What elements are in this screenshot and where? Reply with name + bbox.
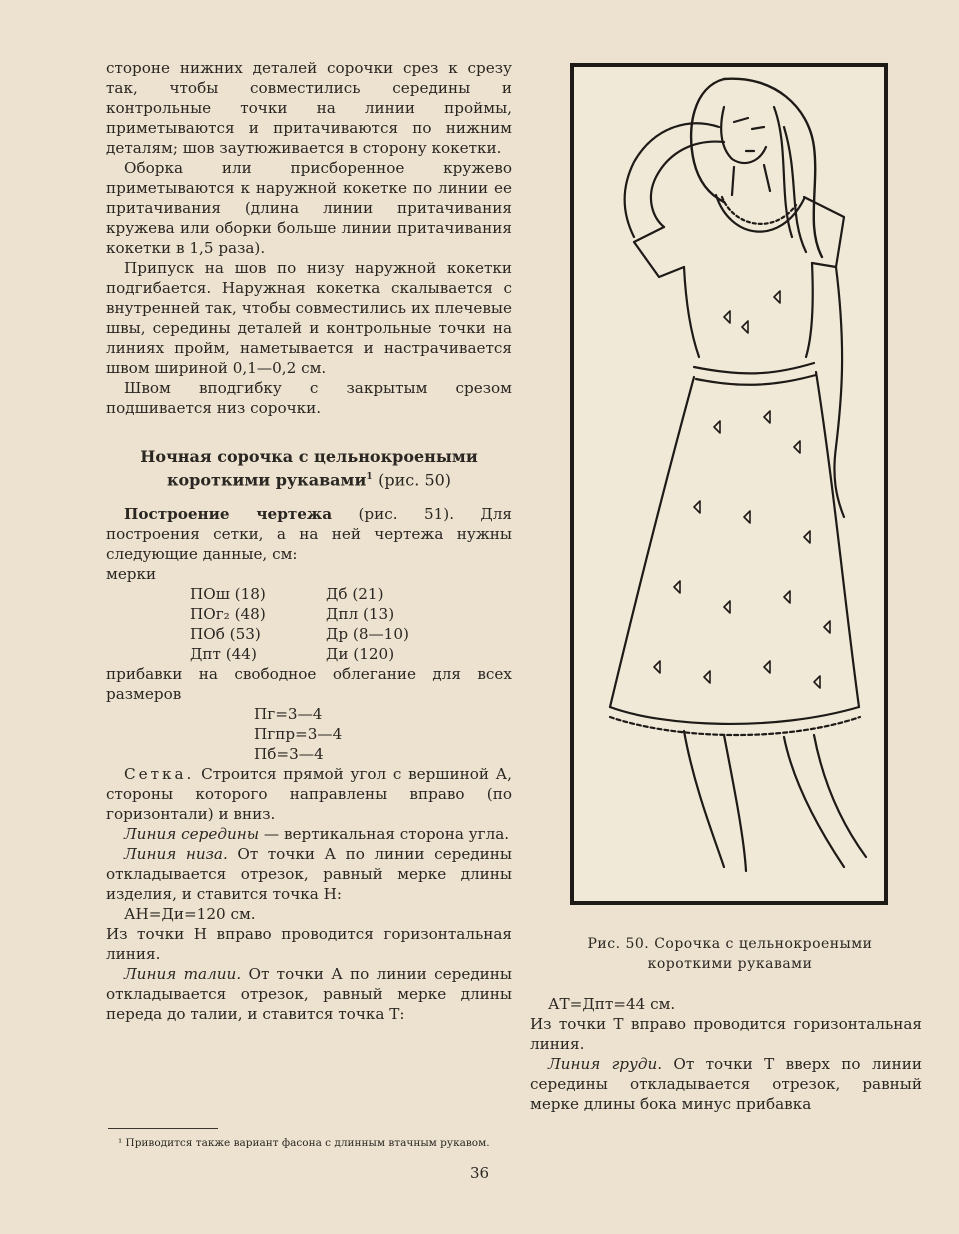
allowance-item: Пб=3—4 [254,745,324,764]
caption-line-1: Рис. 50. Сорочка с цельнокроеными [587,936,873,952]
paragraph-continued: стороне нижних деталей сорочки срез к срезу так, чтобы совместились середины и контрольные точки на линии проймы, приметываются и притачиваются по нижним деталям; шов заутюживается в сторону кокетки. [106,59,512,157]
chest-text: От точки Т вверх по линии середины откладывается отрезок, равный мерке длины бока минус прибавка [530,1055,922,1113]
allowances-intro: прибавки на свободное облегание для всех размеров [106,665,512,704]
paragraph-center-line [106,824,512,844]
measure-item: Др (8—10) [326,625,409,644]
measures-label: мерки [106,565,157,584]
bottom-label: Линия низа. [124,845,228,864]
paragraph-hem: Швом вподгибку с закрытым срезом подшивается низ сорочки. [106,379,512,417]
allowance-item: Пг=3—4 [254,705,323,724]
allowance-item: Пгпр=3—4 [254,725,343,744]
heading-line-2-text: короткими рукавами [166,470,367,490]
left-column [106,58,512,1024]
build-label: Построение чертежа [124,505,333,524]
bottom-text: От точки А по линии середины откладывается отрезок, равный мерке длины изделия, и ставится точка Н: [106,845,512,904]
section-heading [106,446,512,490]
measure-item: Дпт (44) [190,645,257,664]
bottom-formula: АН=Ди=120 см. [124,905,256,924]
nightgown-drawing [574,67,884,901]
grid-label: Сетка. [124,765,195,784]
heading-line-2 [106,467,512,490]
footnote: ¹ Приводится также вариант фасона с длинным втачным рукавом. [118,1137,490,1149]
grid-text: Строится прямой угол с вершиной А, стороны которого направлены вправо (по горизонтали) и вниз. [106,765,512,824]
measure-item: ПОш (18) [190,585,266,604]
nightgown-illustration [570,63,888,905]
paragraph-ruffle: Оборка или присборенное кружево приметываются к наружной кокетке по линии ее притачивания (длина линии притачивания кружева или оборки больше линии притачивания кокетки в 1,5 раза). [106,159,512,257]
chest-label: Линия груди. [548,1055,663,1073]
waist-label: Линия талии. [124,965,242,984]
paragraph-grid [106,764,512,824]
center-label: Линия середины [124,825,260,844]
paragraph-yoke: Припуск на шов по низу наружной кокетки подгибается. Наружная кокетка скалывается с внутренней так, чтобы совместились их плечевые швы, середины деталей и контрольные точки на линиях пройм, наметывается и настрачивается швом шириной 0,1—0,2 см. [106,259,512,377]
footnote-rule [108,1128,218,1129]
waist-text: От точки А по линии середины откладывается отрезок, равный мерке длины переда до талии, и ставится точка Т: [106,965,512,1024]
paragraph-horizontal: Из точки Т вправо проводится горизонтальная линия. [530,1015,922,1053]
page-number: 36 [469,1164,490,1182]
measure-item: ПОб (53) [190,625,261,644]
measure-item: Дпл (13) [326,605,395,624]
measure-item: Дб (21) [326,585,384,604]
center-text: — вертикальная сторона угла. [259,825,510,844]
paragraph-bottom-line [106,844,512,904]
measure-item: Ди (120) [326,645,395,664]
measure-item: ПОг₂ (48) [190,605,266,624]
paragraph-chest-line [530,1054,922,1114]
allowance-list [254,704,512,764]
paragraph-bottom-after: Из точки Н вправо проводится горизонтальная линия. [106,925,512,964]
build-text: (рис. 51). Для построения сетки, а на ней чертежа нужны следующие данные, см: [106,505,512,564]
paragraph-waist-line [106,964,512,1024]
heading-figure-ref: (рис. 50) [378,470,452,490]
waist-formula: АТ=Дпт=44 см. [548,995,676,1013]
figure-caption [560,934,900,974]
measures-table [190,584,512,664]
heading-line-1: Ночная сорочка с цельнокроеными [140,447,478,466]
right-column [530,994,922,1114]
paragraph-build [106,504,512,564]
footnote-marker: 1 [366,472,373,482]
caption-line-2: короткими рукавами [647,956,813,972]
